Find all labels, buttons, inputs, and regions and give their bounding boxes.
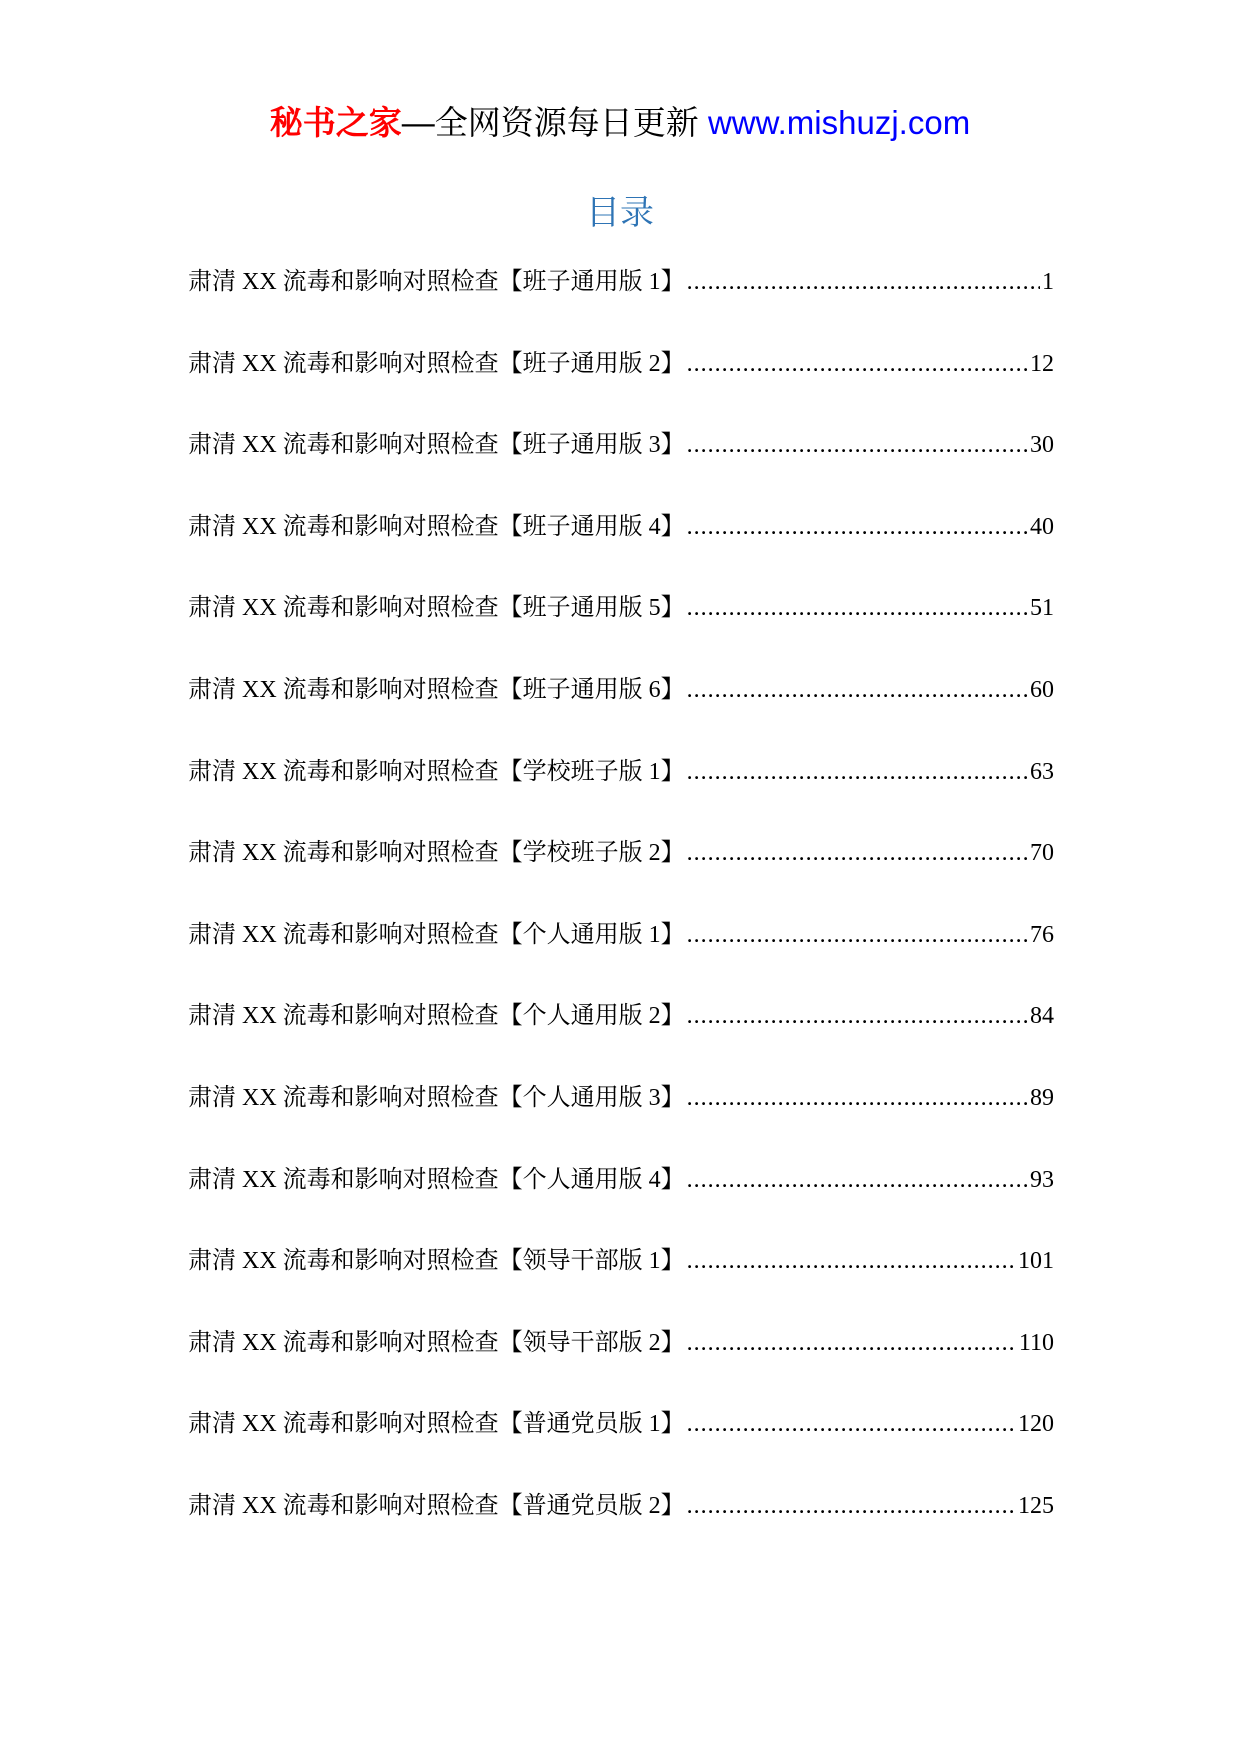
toc-entry-title[interactable]: 肃清 XX 流毒和影响对照检查【班子通用版 5】 xyxy=(188,595,685,622)
toc-page-number[interactable]: 93 xyxy=(1030,1166,1054,1193)
toc-page-number[interactable]: 60 xyxy=(1030,676,1054,703)
toc-entry-title[interactable]: 肃清 XX 流毒和影响对照检查【班子通用版 4】 xyxy=(188,513,685,540)
toc-entry[interactable] xyxy=(188,833,1054,915)
toc-page-number[interactable]: 110 xyxy=(1018,1329,1054,1356)
toc-entry-title[interactable]: 肃清 XX 流毒和影响对照检查【班子通用版 3】 xyxy=(188,432,685,459)
toc-entry[interactable] xyxy=(188,670,1054,752)
toc-entry[interactable] xyxy=(188,588,1054,670)
toc-entry-title[interactable]: 肃清 XX 流毒和影响对照检查【领导干部版 1】 xyxy=(188,1248,685,1275)
toc-page-number[interactable]: 101 xyxy=(1018,1248,1054,1275)
toc-entry-title[interactable]: 肃清 XX 流毒和影响对照检查【个人通用版 1】 xyxy=(188,921,685,948)
toc-page-number[interactable]: 89 xyxy=(1030,1084,1054,1111)
toc-entry[interactable] xyxy=(188,1323,1054,1405)
toc-entry[interactable] xyxy=(188,1078,1054,1160)
toc-page-number[interactable]: 1 xyxy=(1042,269,1054,295)
toc-page-number[interactable]: 51 xyxy=(1030,595,1054,622)
toc-entry-title[interactable]: 肃清 XX 流毒和影响对照检查【班子通用版 6】 xyxy=(188,676,685,703)
toc-page-number[interactable]: 30 xyxy=(1030,432,1054,459)
toc-entry[interactable] xyxy=(188,344,1054,426)
toc-page-number[interactable]: 84 xyxy=(1030,1003,1054,1030)
toc-dot-leader xyxy=(687,670,1028,710)
toc-entry-title[interactable]: 肃清 XX 流毒和影响对照检查【个人通用版 2】 xyxy=(188,1003,685,1030)
toc-dot-leader xyxy=(687,915,1028,955)
toc-page-number[interactable]: 12 xyxy=(1030,350,1054,377)
toc-entry[interactable] xyxy=(188,915,1054,997)
toc-dot-leader xyxy=(687,262,1040,302)
toc-dot-leader xyxy=(687,1241,1016,1281)
header-slogan: —全网资源每日更新 xyxy=(401,104,699,141)
toc-dot-leader xyxy=(687,1160,1028,1200)
toc-entry[interactable] xyxy=(188,996,1054,1078)
toc-entry-title[interactable]: 肃清 XX 流毒和影响对照检查【个人通用版 4】 xyxy=(188,1166,685,1193)
toc-page-number[interactable]: 125 xyxy=(1018,1492,1054,1519)
toc-page-number[interactable]: 76 xyxy=(1030,921,1054,948)
site-url-link[interactable]: www.mishuzj.com xyxy=(707,104,971,141)
site-header xyxy=(0,100,1240,146)
toc-entry-title[interactable]: 肃清 XX 流毒和影响对照检查【班子通用版 2】 xyxy=(188,350,685,377)
toc-dot-leader xyxy=(687,425,1028,465)
toc-page-number[interactable]: 70 xyxy=(1030,840,1054,867)
toc-page-number[interactable]: 120 xyxy=(1018,1411,1054,1438)
toc-entry[interactable] xyxy=(188,262,1054,344)
toc-page-number[interactable]: 40 xyxy=(1030,513,1054,540)
toc-dot-leader xyxy=(687,996,1028,1036)
toc-entry-title[interactable]: 肃清 XX 流毒和影响对照检查【学校班子版 2】 xyxy=(188,840,685,867)
toc-entry-title[interactable]: 肃清 XX 流毒和影响对照检查【个人通用版 3】 xyxy=(188,1084,685,1111)
toc-dot-leader xyxy=(687,1078,1028,1118)
toc-entry[interactable] xyxy=(188,1241,1054,1323)
toc-dot-leader xyxy=(687,507,1028,547)
toc-dot-leader xyxy=(687,752,1028,792)
brand-name: 秘书之家 xyxy=(269,104,402,141)
toc-dot-leader xyxy=(687,1323,1017,1363)
toc-entry[interactable] xyxy=(188,507,1054,589)
toc-entry-title[interactable]: 肃清 XX 流毒和影响对照检查【学校班子版 1】 xyxy=(188,758,685,785)
toc-entry-title[interactable]: 肃清 XX 流毒和影响对照检查【普通党员版 2】 xyxy=(188,1492,685,1519)
toc-entry[interactable] xyxy=(188,1486,1054,1568)
toc-entry-title[interactable]: 肃清 XX 流毒和影响对照检查【领导干部版 2】 xyxy=(188,1329,685,1356)
table-of-contents xyxy=(188,262,1054,1568)
toc-dot-leader xyxy=(687,1486,1016,1526)
toc-entry-title[interactable]: 肃清 XX 流毒和影响对照检查【普通党员版 1】 xyxy=(188,1411,685,1438)
toc-entry[interactable] xyxy=(188,752,1054,834)
toc-dot-leader xyxy=(687,588,1028,628)
toc-entry-title[interactable]: 肃清 XX 流毒和影响对照检查【班子通用版 1】 xyxy=(188,269,685,295)
toc-entry[interactable] xyxy=(188,425,1054,507)
toc-entry[interactable] xyxy=(188,1404,1054,1486)
toc-dot-leader xyxy=(687,344,1028,384)
toc-page-number[interactable]: 63 xyxy=(1030,758,1054,785)
toc-title: 目录 xyxy=(586,194,654,232)
toc-dot-leader xyxy=(687,1404,1016,1444)
toc-entry[interactable] xyxy=(188,1160,1054,1242)
toc-dot-leader xyxy=(687,833,1028,873)
